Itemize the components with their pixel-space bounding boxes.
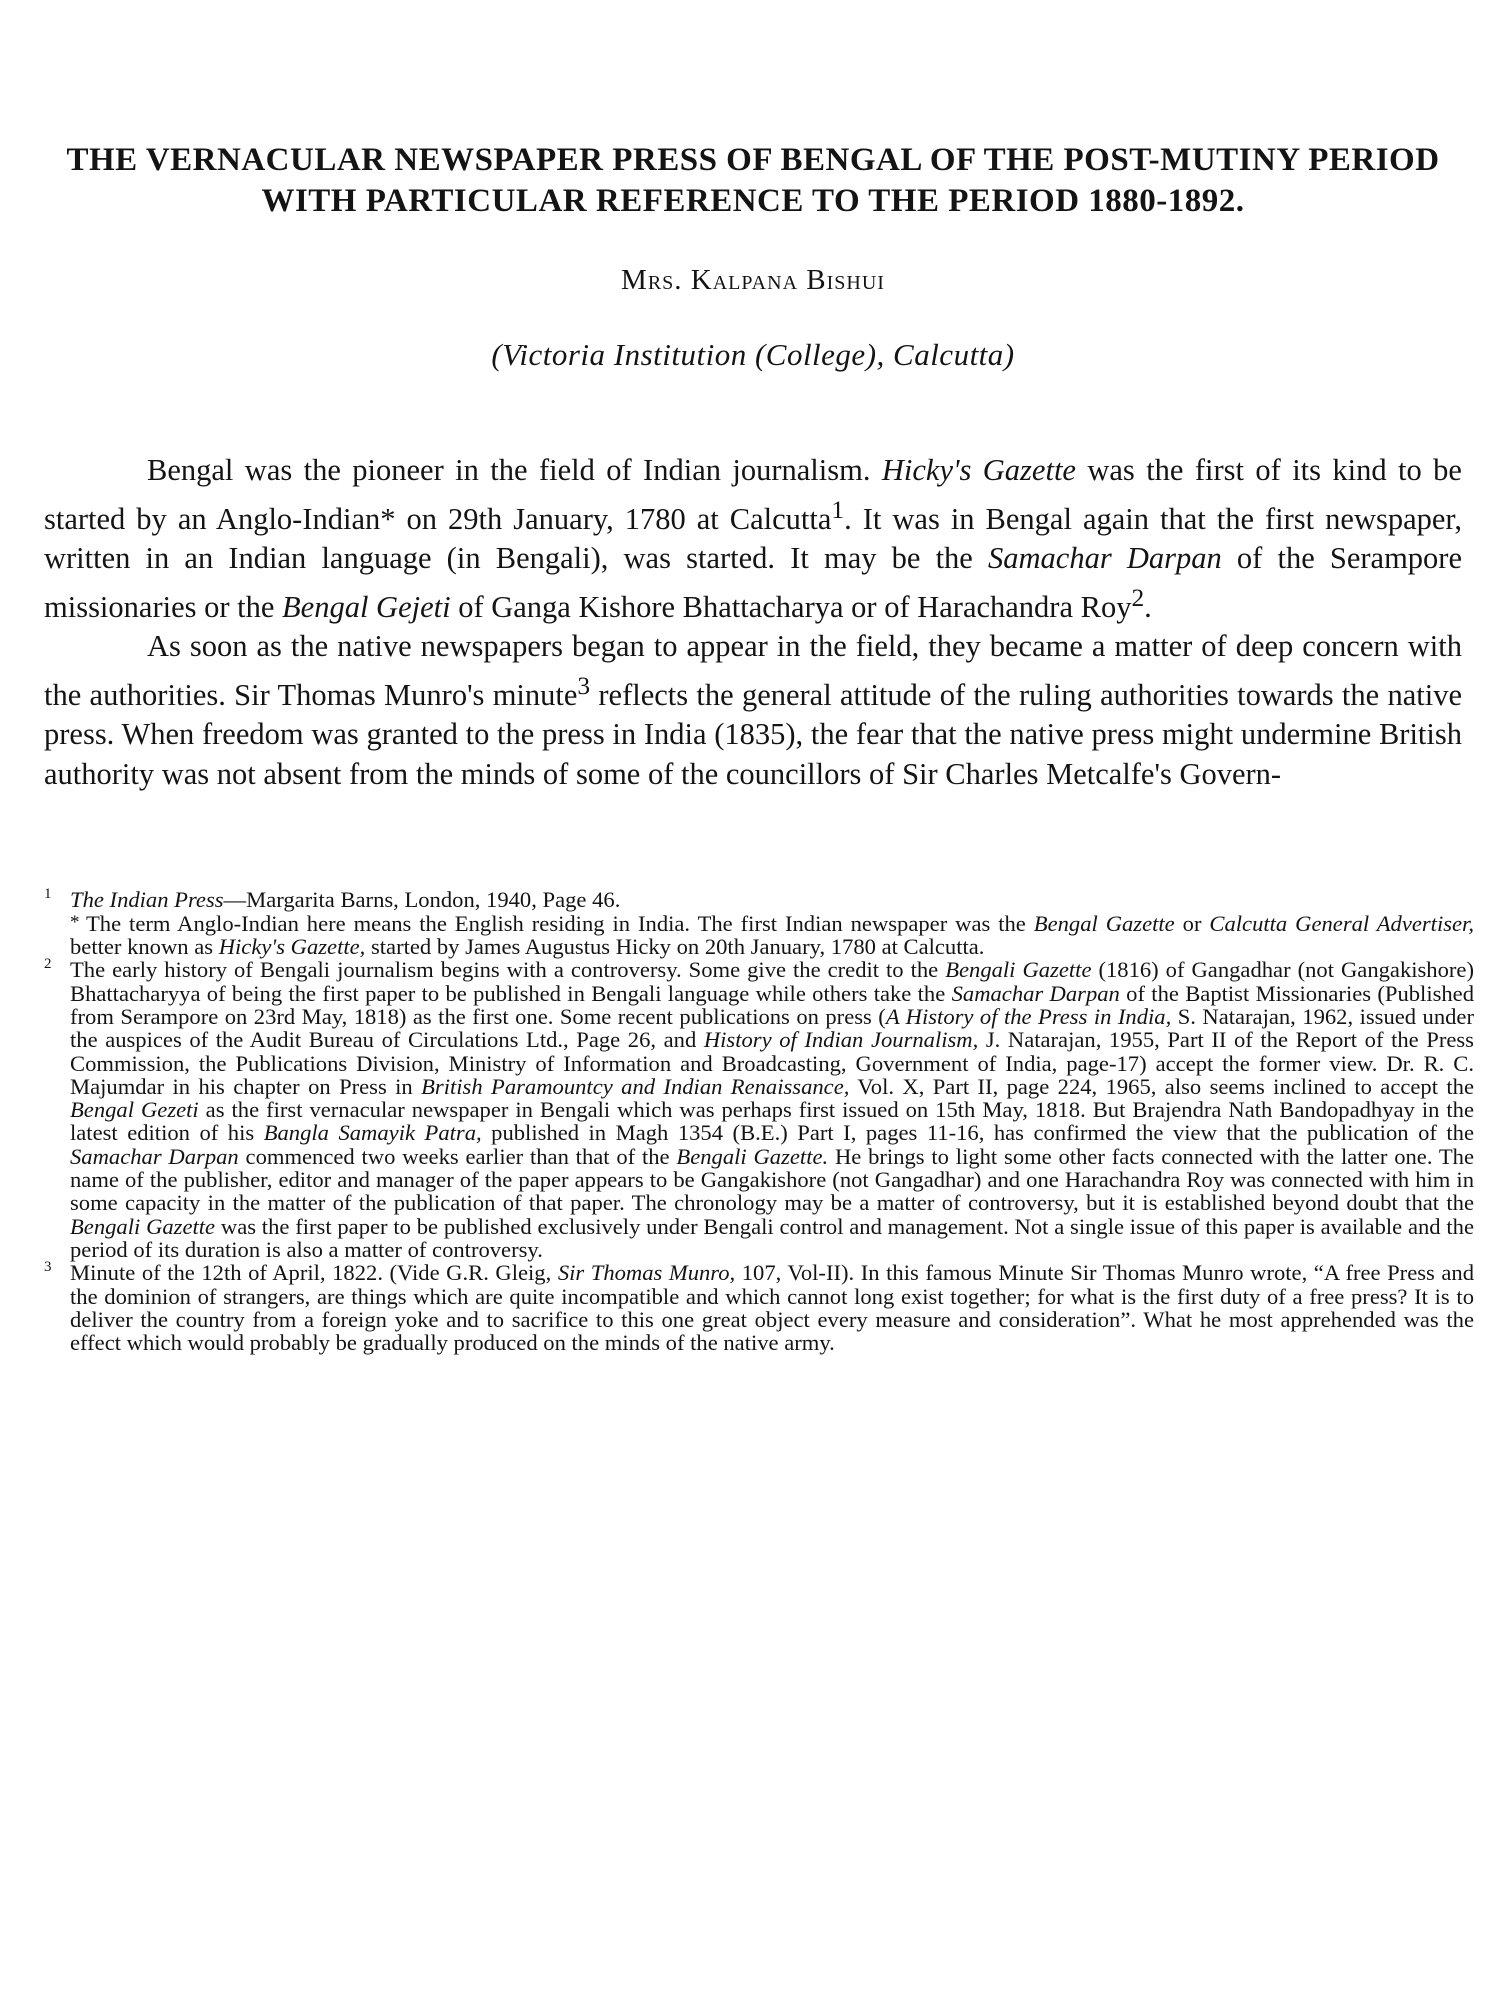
footnote-3: 3 Minute of the 12th of April, 1822. (Vide G.R. Gleig, Sir Thomas Munro, 107, Vol-II). In this famous Minute Sir Thomas Munro wrote, “A free Press and the dominion of strangers, are things which are quite incompatible and which cannot long exist together; for what is the first duty of a free press? It is to deliver the country from a foreign yoke and to sacrifice to this one great object every measure and consideration”. What he most apprehended was the effect which would probably be gradually produced on the minds of the native army. [44,1261,1474,1354]
article-title: THE VERNACULAR NEWSPAPER PRESS OF BENGAL OF THE POST-MUTINY PERIOD WITH PARTICULAR REFERENCE TO THE PERIOD 1880-1892. [66,142,1440,219]
publication-title: Hicky's Gazette [881,453,1076,487]
body-paragraph-2: As soon as the native newspapers began to appear in the field, they became a matter of deep concern with the authorities. Sir Thomas Munro's minute$^3$ reflects the general attitude of the ruling authorities towards the native press. When freedom was granted to the press in India (1835), the fear that the native press might undermine British authority was not absent from the minds of some of the councillors of Sir Charles Metcalfe's Govern- [44,629,1462,791]
footnote-1: 1 The Indian Press—Margarita Barns, London, 1940, Page 46. [44,888,1474,911]
footnote-ref-2[interactable]: 2 [1131,583,1145,612]
footnote-marker: 1 [44,886,52,903]
footnote-marker: * [70,911,80,933]
footnote-ref-1[interactable]: 1 [831,495,845,524]
body-paragraph-1: Bengal was the pioneer in the field of Indian journalism. Hicky's Gazette was the first of its kind to be started by an Anglo-Indian* on 29th January, 1780 at Calcutta$^1$. It was in Bengal again that the first newspaper, written in an Indian language (in Bengali), was started. It may be the Samachar Darpan of the Serampore missionaries or the Bengal Gejeti of Ganga Kishore Bhattacharya or of Harachandra Roy$^2$. [44,453,1462,624]
author-name: Mrs. Kalpana Bishui [621,264,885,296]
article-body [44,451,1462,794]
footnote-asterisk: * The term Anglo-Indian here means the English residing in India. The first Indian newspaper was the Bengal Gazette or Calcutta General Advertiser, better known as Hicky's Gazette, started by James Augustus Hicky on 20th January, 1780 at Calcutta. [70,910,1474,960]
footnotes-section [44,888,1474,1354]
footnote-marker: 3 [44,1259,52,1276]
footnote-ref-3[interactable]: 3 [577,671,591,700]
publication-title: Samachar Darpan [988,541,1222,576]
footnote-marker: 2 [44,956,52,973]
publication-title: Bengal Gejeti [282,589,451,624]
footnote-2: 2 The early history of Bengali journalism begins with a controversy. Some give the credit to the Bengali Gazette (1816) of Gangadhar (not Gangakishore) Bhattacharyya of being the first paper to be published in Bengali language while others take the Samachar Darpan of the Baptist Missionaries (Published from Serampore on 23rd May, 1818) as the first one. Some recent publications on press (A History of the Press in India, S. Natarajan, 1962, issued under the auspices of the Audit Bureau of Circulations Ltd., Page 26, and History of Indian Journalism, J. Natarajan, 1955, Part II of the Report of the Press Commission, the Publications Division, Ministry of Information and Broadcasting, Government of India, page-17) accept the former view. Dr. R. C. Majumdar in his chapter on Press in British Paramountcy and Indian Renaissance, Vol. X, Part II, page 224, 1965, also seems inclined to accept the Bengal Gezeti as the first vernacular newspaper in Bengali which was perhaps first issued on 15th May, 1818. But Brajendra Nath Bandopadhyay in the latest edition of his Bangla Samayik Patra, published in Magh 1354 (B.E.) Part I, pages 11-16, has confirmed the view that the publication of the Samachar Darpan commenced two weeks earlier than that of the Bengali Gazette. He brings to light some other facts connected with the latter one. The name of the publisher, editor and manager of the paper appears to be Gangakishore (not Gangadhar) and one Harachandra Roy was connected with him in some capacity in the matter of the publication of that paper. The chronology may be a matter of controversy, but it is established beyond doubt that the Bengali Gazette was the first paper to be published exclusively under Bengali control and management. Not a single issue of this paper is available and the period of its duration is also a matter of controversy. [44,958,1474,1261]
author-affiliation: (Victoria Institution (College), Calcutta) [491,337,1015,372]
